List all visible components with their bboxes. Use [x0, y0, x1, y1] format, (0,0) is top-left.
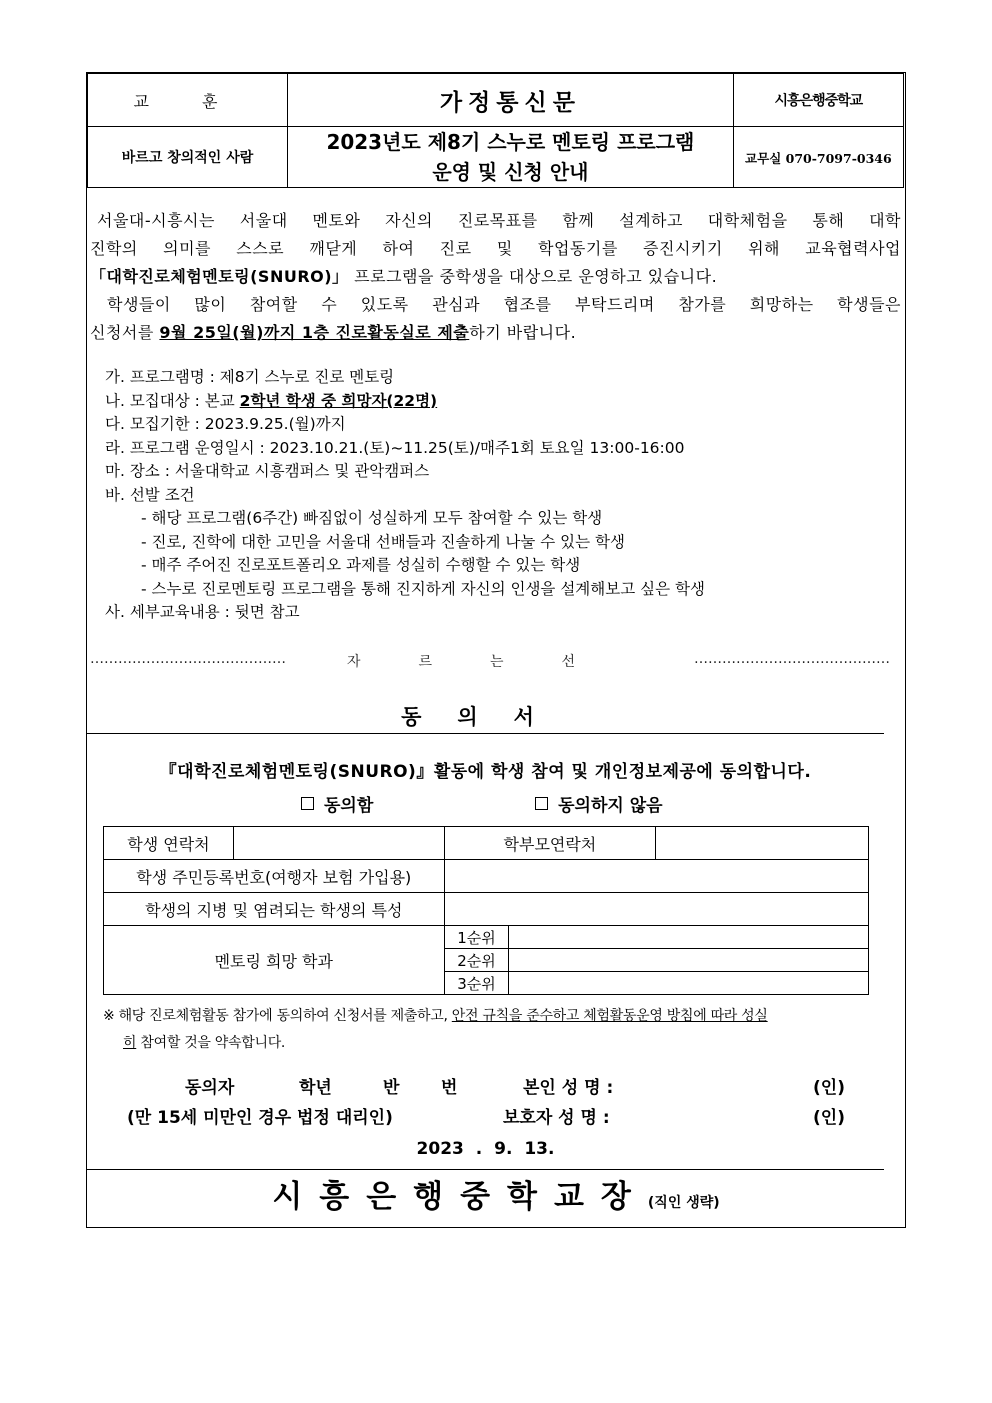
rank-label: 1순위 [444, 926, 509, 949]
notice-sheet [86, 72, 906, 1228]
rank-label: 3순위 [444, 972, 509, 995]
detail-curriculum: 사. 세부교육내용 : 뒷면 참고 [105, 603, 300, 621]
condition-item: - 진로, 진학에 대한 고민을 서울대 선배들과 진솔하게 나눌 수 있는 학생 [141, 532, 625, 551]
header-table [87, 73, 904, 188]
disagree-checkbox[interactable] [535, 797, 548, 810]
detail-schedule: 라. 프로그램 운영일시 : 2023.10.21.(토)~11.25(토)/매주1회 토요일 13:00-16:00 [105, 438, 685, 457]
seal-mark: (인) [813, 1108, 845, 1128]
title-cell [288, 74, 734, 127]
disagree-option[interactable] [535, 796, 662, 816]
divider [87, 1169, 884, 1170]
parent-contact-field[interactable] [656, 827, 869, 860]
condition-item: - 해당 프로그램(6주간) 빠짐없이 성실하게 모두 참여할 수 있는 학생 [141, 509, 603, 527]
target-group: 2학년 학생 중 희망자(22명) [239, 391, 438, 410]
guardian-name-label: 보호자 성 명 : [503, 1108, 610, 1128]
motto-label: 교 훈 [133, 91, 242, 111]
pledge-notice [103, 1003, 878, 1057]
subtitle-line2: 운영 및 신청 안내 [432, 160, 589, 184]
cut-line-label: 자르는선 [346, 654, 634, 670]
detail-text: 나. 모집대상 : 본교 [105, 391, 240, 410]
signature-block [123, 1073, 853, 1133]
student-contact-label: 학생 연락처 [104, 827, 234, 860]
number-label: 번 [441, 1078, 458, 1098]
detail-deadline: 다. 모집기한 : 2023.9.25.(월)까지 [105, 415, 346, 433]
notice-text: ※ 해당 진로체험활동 참가에 동의하여 신청서를 제출하고, [103, 1008, 452, 1024]
class-label: 반 [383, 1078, 400, 1098]
phone-cell [733, 127, 903, 188]
student-contact-field[interactable] [233, 827, 444, 860]
page-title: 가정통신문 [439, 89, 581, 116]
program-name: 「대학진로체험멘토링(SNURO)」 [90, 267, 349, 286]
rank2-field[interactable] [509, 949, 869, 972]
intro-text: 프로그램을 중학생을 대상으로 운영하고 있습니다. [354, 267, 718, 286]
intro-line: 학생들이 많이 참여할 수 있도록 관심과 협조를 부탁드리며 참가를 희망하는 학생들은 [107, 295, 901, 314]
rank-label: 2순위 [444, 949, 509, 972]
consent-title: 동의서 [401, 705, 570, 729]
consent-statement: 『대학진로체험멘토링(SNURO)』활동에 학생 참여 및 개인정보제공에 동의합니다. [159, 762, 812, 782]
intro-line [87, 263, 905, 291]
divider [87, 733, 884, 734]
cut-line [90, 651, 890, 671]
submission-deadline: 9월 25일(월)까지 1층 진로활동실로 제출 [159, 323, 470, 342]
seal-mark: (인) [813, 1078, 845, 1098]
self-name-label: 본인 성 명 : [523, 1078, 614, 1098]
grade-label: 학년 [299, 1078, 332, 1098]
school-cell [733, 74, 903, 127]
resident-no-label: 학생 주민등록번호(여행자 보험 가입용) [104, 860, 445, 893]
intro-text: 하기 바랍니다. [469, 323, 577, 342]
parent-contact-label: 학부모연락처 [444, 827, 656, 860]
desired-dept-label: 멘토링 희망 학과 [104, 926, 445, 995]
detail-selection: 바. 선발 조건 [105, 485, 195, 504]
consent-options [301, 791, 663, 816]
condition-item: - 매주 주어진 진로포트폴리오 과제를 성실히 수행할 수 있는 학생 [141, 556, 581, 574]
office-phone: 교무실 070-7097-0346 [745, 150, 892, 166]
notice-underlined: 히 [123, 1035, 137, 1051]
intro-text: 신청서를 [90, 323, 154, 342]
intro-line: 서울대-시흥시는 서울대 멘토와 자신의 진로목표를 함께 설계하고 대학체험을 통해 대학 [97, 211, 901, 230]
detail-target [105, 390, 705, 414]
detail-place: 마. 장소 : 서울대학교 시흥캠퍼스 및 관악캠퍼스 [105, 462, 430, 480]
condition-item: - 스누로 진로멘토링 프로그램을 통해 진지하게 자신의 인생을 설계해보고 싶은 학생 [141, 579, 705, 598]
agree-option[interactable] [301, 796, 373, 816]
application-form [103, 826, 869, 995]
principal-name: 시흥은행중학교장 [272, 1179, 648, 1215]
cut-line-dots: …………………………………… [90, 651, 286, 667]
agree-checkbox[interactable] [301, 797, 314, 810]
subtitle-line1: 2023년도 제8기 스누로 멘토링 프로그램 [326, 130, 695, 154]
cut-line-dots: …………………………………… [693, 651, 890, 667]
health-field[interactable] [444, 893, 868, 926]
motto: 바르고 창의적인 사람 [121, 150, 254, 166]
intro-section [87, 207, 905, 347]
issue-date: 2023 . 9. 13. [416, 1139, 555, 1159]
rank1-field[interactable] [509, 926, 869, 949]
resident-no-field[interactable] [444, 860, 868, 893]
rank3-field[interactable] [509, 972, 869, 995]
seal-omitted-note: (직인 생략) [647, 1195, 720, 1211]
consenter-label: 동의자 [185, 1078, 235, 1098]
notice-underlined: 안전 규칙을 준수하고 체험활동운영 방침에 따라 성실 [451, 1008, 768, 1024]
details-list [105, 366, 705, 625]
notice-text: 참여할 것을 약속합니다. [136, 1035, 286, 1051]
agree-label: 동의함 [324, 796, 374, 816]
subtitle-cell [288, 127, 734, 188]
principal-signature [87, 1171, 905, 1216]
disagree-label: 동의하지 않음 [558, 796, 663, 816]
proxy-note: (만 15세 미만인 경우 법정 대리인) [127, 1108, 393, 1128]
motto-label-cell [88, 74, 288, 127]
detail-program-name: 가. 프로그램명 : 제8기 스누로 진로 멘토링 [105, 368, 395, 386]
school-name: 시흥은행중학교 [774, 93, 863, 109]
motto-cell [88, 127, 288, 188]
health-label: 학생의 지병 및 염려되는 학생의 특성 [104, 893, 445, 926]
intro-line: 진학의 의미를 스스로 깨닫게 하여 진로 및 학업동기를 증진시키기 위해 교육협력사업 [90, 239, 901, 258]
intro-line [87, 319, 905, 347]
